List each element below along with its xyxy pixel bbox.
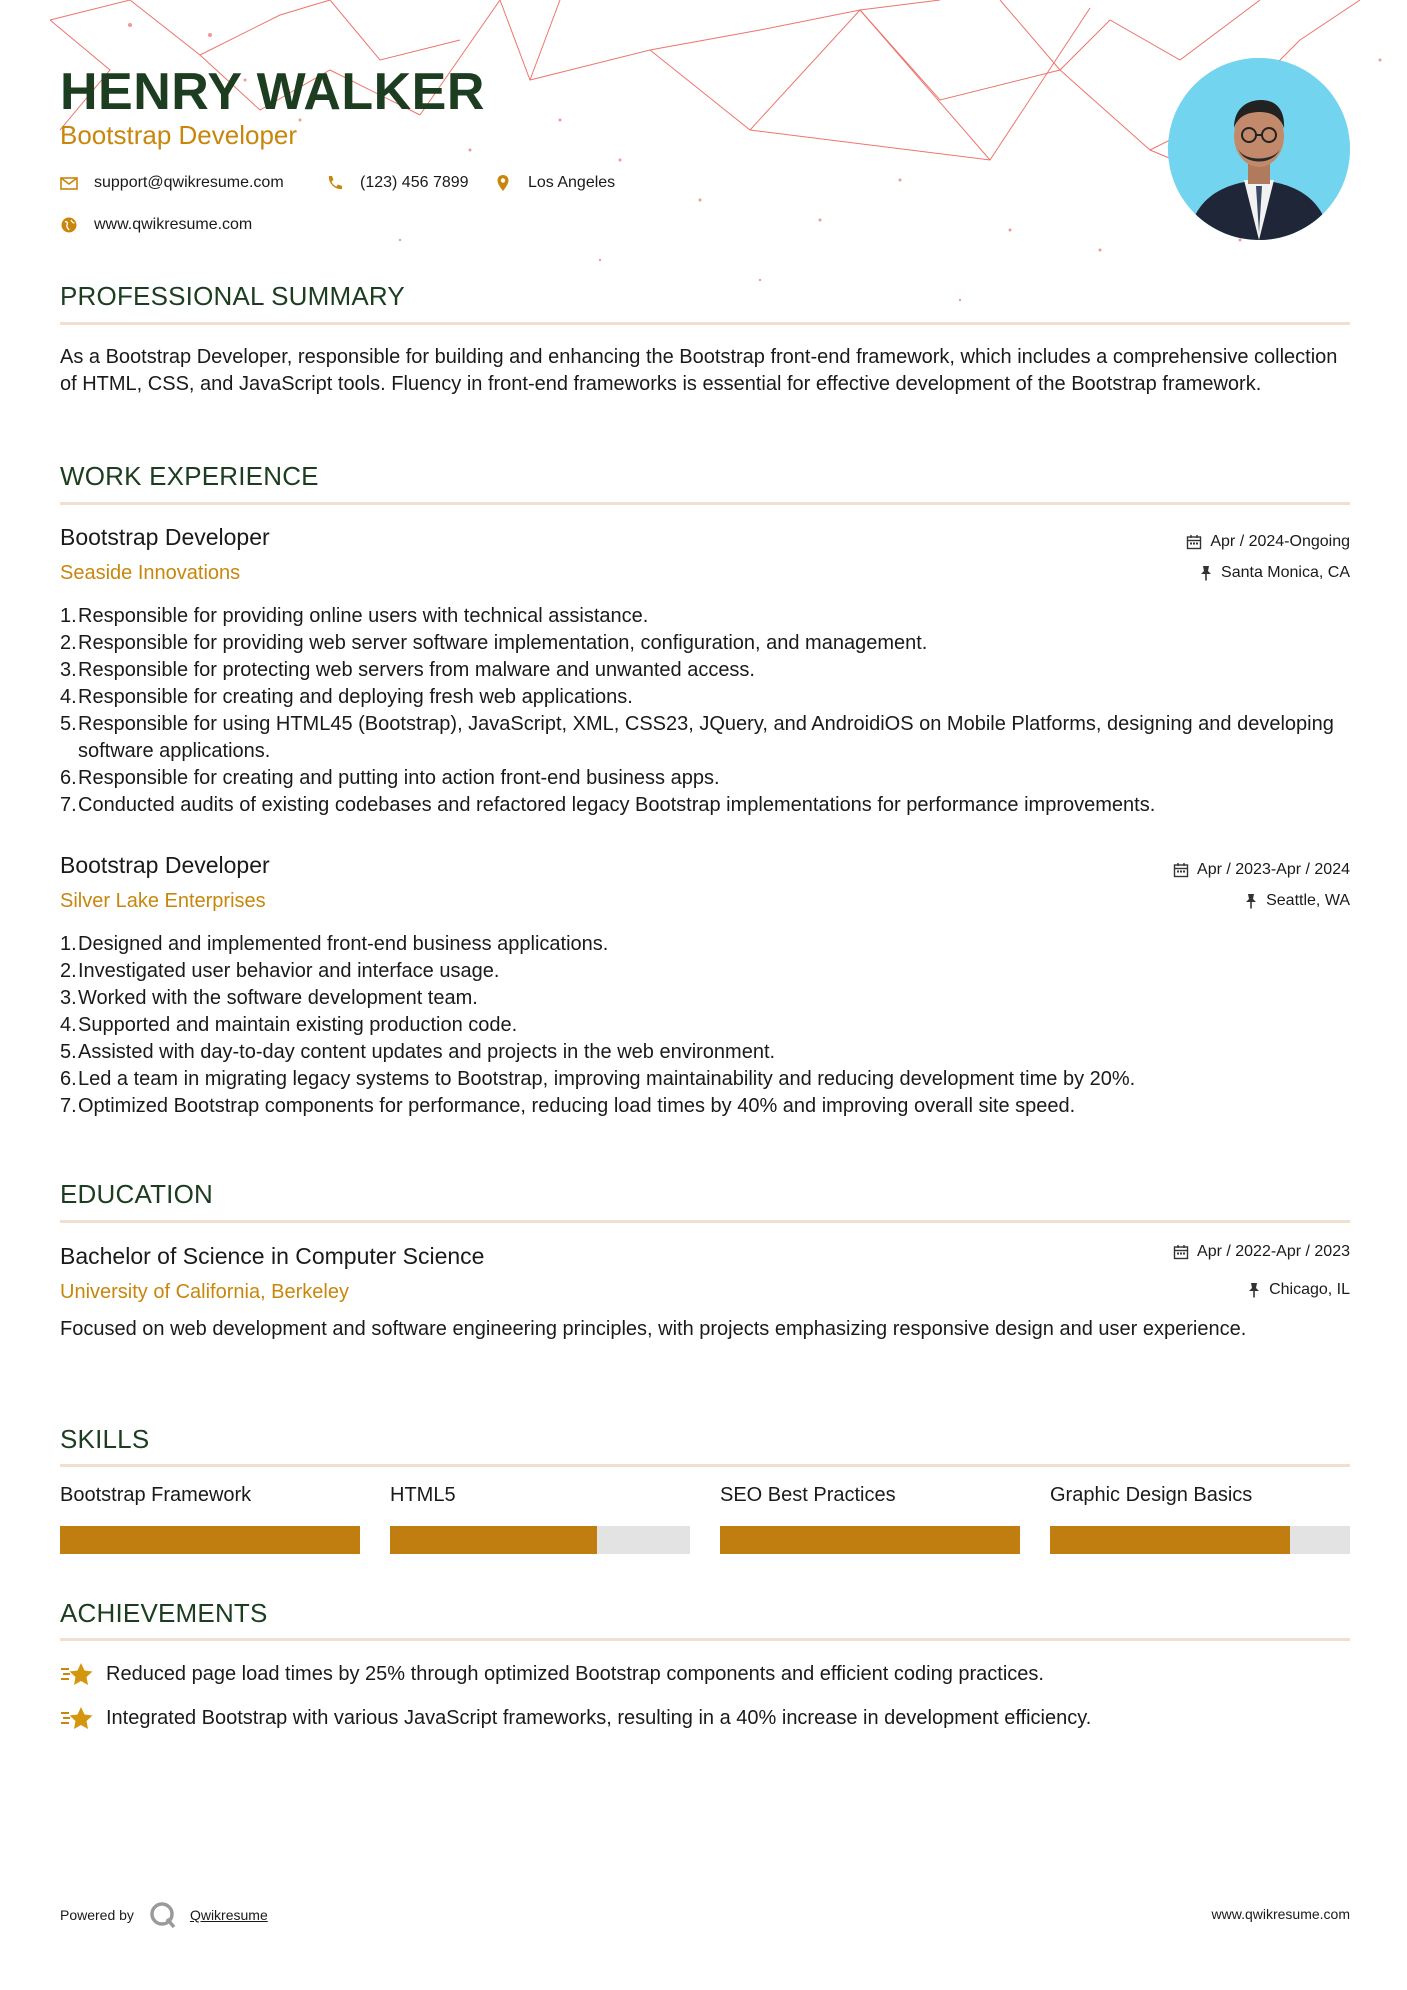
skill-bar-track [60,1526,360,1554]
job-2-location [1244,892,1350,910]
list-item: 6. Responsible for creating and putting into action front-end business apps. [60,767,720,789]
summary-heading: PROFESSIONAL SUMMARY [60,281,405,311]
phone-icon [326,174,344,192]
skill-html5 [390,1484,690,1514]
job-1-company: Seaside Innovations [60,562,241,584]
education-description: Focused on web development and software engineering principles, with projects emphasizing responsive design and user experience. [60,1318,1247,1340]
skill-bar-fill [390,1526,597,1554]
achievement-item [60,1660,1044,1688]
education-degree: Bachelor of Science in Computer Science [60,1243,485,1269]
education-location-text: Chicago, IL [1269,1281,1350,1298]
contact-phone[interactable] [326,174,469,192]
list-item: 1. Designed and implemented front-end business applications. [60,933,609,955]
job-2-dates-text: Apr / 2023-Apr / 2024 [1197,861,1350,878]
experience-heading: WORK EXPERIENCE [60,461,319,491]
location-text: Los Angeles [528,174,616,191]
achievements-divider [60,1638,1350,1641]
envelope-icon [60,174,78,192]
globe-icon [60,216,78,234]
education-divider [60,1220,1350,1223]
job-2-role: Bootstrap Developer [60,852,270,878]
skills-heading: SKILLS [60,1424,150,1454]
list-item: 4. Supported and maintain existing production code. [60,1014,518,1036]
education-heading: EDUCATION [60,1179,213,1209]
education-school: University of California, Berkeley [60,1281,349,1303]
map-pin-icon [494,174,512,192]
candidate-name: HENRY WALKER [60,63,485,121]
website-text: www.qwikresume.com [94,216,253,233]
profile-photo [1168,58,1350,240]
list-item: 3. Worked with the software development team. [60,987,478,1009]
calendar-icon [1186,534,1202,550]
qwikresume-link[interactable]: Qwikresume [189,1907,268,1923]
contact-location [494,174,615,192]
skill-label: SEO Best Practices [720,1484,896,1506]
skill-bar-track [1050,1526,1350,1554]
job-1-role: Bootstrap Developer [60,524,270,550]
list-item: 7. Conducted audits of existing codebases and refactored legacy Bootstrap implementations for performance improvements. [60,794,1156,816]
job-title: Bootstrap Developer [60,120,298,150]
skills-divider [60,1464,1350,1467]
education-dates [1173,1243,1350,1261]
job-1-bullets [60,603,1350,819]
footer-website[interactable]: www.qwikresume.com [1211,1906,1350,1922]
star-icon [60,1660,94,1688]
star-icon [60,1704,94,1732]
skill-label: Graphic Design Basics [1050,1484,1253,1506]
job-2-dates [1173,861,1350,879]
skill-graphic-design-basics [1050,1484,1350,1514]
contact-website[interactable] [60,216,252,234]
list-item: 5. Assisted with day-to-day content updates and projects in the web environment. [60,1041,776,1063]
achievements-heading: ACHIEVEMENTS [60,1598,268,1628]
achievement-item [60,1704,1091,1732]
achievement-text: Reduced page load times by 25% through optimized Bootstrap components and efficient coding practices. [106,1662,1044,1685]
education-dates-text: Apr / 2022-Apr / 2023 [1197,1243,1350,1260]
qwikresume-logo-icon [148,1900,178,1930]
pushpin-icon [1199,565,1213,581]
calendar-icon [1173,1244,1189,1260]
job-1-dates [1186,533,1350,551]
list-item: 3. Responsible for protecting web servers from malware and unwanted access. [60,659,755,681]
pushpin-icon [1247,1282,1261,1298]
skill-bootstrap-framework [60,1484,360,1514]
list-item: 5. Responsible for using HTML45 (Bootstrap), JavaScript, XML, CSS23, JQuery, and AndroidiOS on Mobile Platforms, designing and developing software applications. [60,713,1334,762]
skill-bar-fill [60,1526,360,1554]
education-location [1247,1281,1350,1299]
skill-label: Bootstrap Framework [60,1484,252,1506]
skill-bar-track [720,1526,1020,1554]
list-item: 2. Investigated user behavior and interface usage. [60,960,500,982]
job-2-company: Silver Lake Enterprises [60,890,266,912]
skill-bar-fill [1050,1526,1290,1554]
phone-text: (123) 456 7899 [360,174,469,191]
job-1-location-text: Santa Monica, CA [1221,564,1350,581]
achievement-text: Integrated Bootstrap with various JavaScript frameworks, resulting in a 40% increase in development efficiency. [106,1706,1092,1729]
skill-bar-fill [720,1526,1020,1554]
job-2-bullets [60,931,1350,1120]
pushpin-icon [1244,893,1258,909]
summary-text: As a Bootstrap Developer, responsible for building and enhancing the Bootstrap front-end framework, which includes a comprehensive collection of HTML, CSS, and JavaScript tools. Fluency in front-end frameworks is essential for effective development of the Bootstrap framework. [60,346,1338,395]
experience-divider [60,502,1350,505]
list-item: 6. Led a team in migrating legacy systems to Bootstrap, improving maintainability and reducing development time by 20%. [60,1068,1136,1090]
job-1-location [1199,564,1350,582]
job-2-location-text: Seattle, WA [1266,892,1350,909]
list-item: 1. Responsible for providing online users with technical assistance. [60,605,649,627]
job-1-dates-text: Apr / 2024-Ongoing [1210,533,1350,550]
email-text: support@qwikresume.com [94,174,284,191]
summary-divider [60,322,1350,325]
calendar-icon [1173,862,1189,878]
avatar [1168,58,1350,240]
footer-powered-by [60,1900,268,1930]
list-item: 7. Optimized Bootstrap components for performance, reducing load times by 40% and improving overall site speed. [60,1095,1076,1117]
list-item: 2. Responsible for providing web server software implementation, configuration, and management. [60,632,928,654]
list-item: 4. Responsible for creating and deploying fresh web applications. [60,686,633,708]
skill-seo-best-practices [720,1484,1020,1514]
contact-email[interactable] [60,174,284,192]
skill-label: HTML5 [390,1484,456,1506]
powered-by-label: Powered by [60,1907,134,1923]
skill-bar-track [390,1526,690,1554]
